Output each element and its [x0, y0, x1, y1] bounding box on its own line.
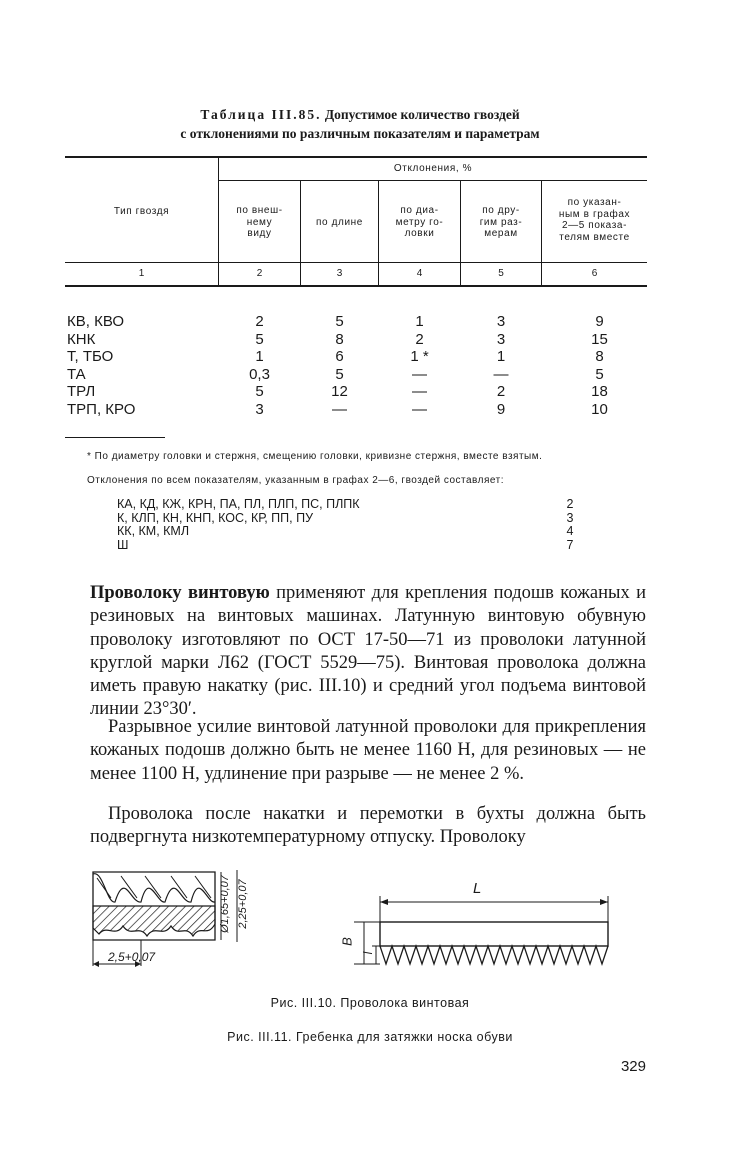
table-header-rule [65, 262, 647, 263]
cell-combined: 8 [595, 348, 604, 365]
paragraph-1-term: Проволоку винтовую [90, 583, 270, 603]
cell-appearance: 2 [255, 313, 264, 330]
group-value: 3 [566, 510, 574, 525]
cell-length: 5 [335, 365, 344, 383]
cell-head-diameter: 1 * [410, 348, 429, 365]
cell-appearance: 5 [255, 330, 264, 348]
cell-other-dimensions: 3 [496, 313, 506, 330]
table-caption [70, 106, 650, 124]
cell-length: 6 [335, 348, 344, 365]
cell-head-diameter: — [412, 383, 427, 400]
cell-appearance: 0,3 [249, 365, 270, 383]
footnote-rule [65, 437, 165, 438]
row-type: КНК [67, 330, 96, 348]
col-number-3: 3 [336, 268, 343, 279]
cell-head-diameter: — [412, 400, 427, 418]
cell-head-diameter: 2 [415, 330, 424, 348]
cell-head-diameter: 1 [415, 313, 424, 330]
paragraph-3: Проволока после накатки и перемотки в бухты должна быть подвергнута низкотемпературному отпуску. Проволоку [90, 804, 646, 848]
table-footnote: * По диаметру головки и стержня, смещению головки, кривизне стержня, вместе взятым. [87, 451, 543, 462]
group-types: КК, КМ, КМЛ [117, 524, 190, 538]
cell-appearance: 3 [255, 400, 264, 418]
table-numbers-rule [65, 285, 647, 287]
col-number-6: 6 [591, 268, 598, 279]
cell-appearance: 5 [255, 383, 264, 400]
dimension-l: l [361, 951, 375, 955]
row-type: ТРЛ [67, 383, 96, 400]
group-types: КА, КД, КЖ, КРН, ПА, ПЛ, ПЛП, ПС, ПЛПК [117, 497, 360, 511]
header-length: по длине [316, 217, 363, 228]
table-caption-lead: Таблица III.85. [200, 107, 322, 122]
cell-other-dimensions: 2 [496, 383, 506, 400]
cell-appearance: 1 [255, 348, 264, 365]
dimension-d2 [234, 872, 252, 942]
cell-other-dimensions: 9 [496, 400, 506, 418]
col-number-5: 5 [498, 268, 504, 279]
cell-combined: 18 [591, 383, 608, 400]
cell-length: 8 [335, 330, 344, 348]
comb-figure [350, 884, 618, 974]
row-type: Т, ТБО [67, 348, 114, 365]
dimension-d1-label: Ø1,65+0,07 [219, 875, 231, 933]
dimension-pitch: 2,5+0,07 [108, 950, 156, 964]
header-deviations: Отклонения, % [393, 163, 473, 174]
row-type: КВ, КВО [67, 313, 124, 330]
cell-length: — [332, 400, 347, 418]
figure-11-caption: Рис. III.11. Гребенка для затяжки носка обуви [227, 1030, 513, 1044]
paragraph-2: Разрывное усилие винтовой латунной проволоки для прикрепления кожаных подошв должно быть не менее 1160 Н, для резиновых — не менее 1100 Н, удлинение при разрыве — не менее 2 %. [90, 717, 646, 784]
dimension-B: B [339, 937, 355, 946]
cell-combined: 10 [591, 400, 608, 418]
cell-head-diameter: — [412, 365, 427, 383]
dimension-d1 [216, 872, 234, 942]
paragraph-1 [90, 582, 646, 722]
col-number-4: 4 [416, 268, 423, 279]
cell-other-dimensions: 3 [496, 330, 506, 348]
dimension-L: L [473, 880, 482, 897]
group-types: Ш [117, 537, 129, 552]
col-number-2: 2 [256, 268, 263, 279]
figure-10-caption: Рис. III.10. Проволока винтовая [270, 996, 470, 1010]
header-type: Тип гвоздя [113, 206, 170, 217]
row-type: ТА [67, 365, 86, 383]
cell-combined: 9 [595, 313, 604, 330]
header-combined: по указан- ным в графах 2—5 показа- телям вместе [558, 197, 631, 243]
cell-other-dimensions: — [493, 365, 509, 383]
table-caption-line2: с отклонениями по различным показателям и параметрам [180, 126, 540, 141]
header-other-dimensions: по дру- гим раз- мерам [479, 205, 523, 239]
row-type: ТРП, КРО [67, 400, 136, 418]
table-group-rule [218, 180, 647, 181]
header-appearance: по внеш- нему виду [236, 205, 283, 239]
cell-length: 12 [331, 383, 348, 400]
cell-combined: 15 [591, 330, 608, 348]
table-caption-title: Допустимое количество гвоздей [324, 107, 520, 122]
group-types: К, КЛП, КН, КНП, КОС, КР, ПП, ПУ [117, 510, 314, 525]
group-value: 2 [566, 497, 574, 511]
dimension-d2-label: 2,25+0,07 [237, 879, 249, 929]
paragraph-1-text: применяют для крепления подошв кожаных и резиновых на винтовых машинах. Латунную винтовую обувную проволоку изготовляют по ОСТ 17-50—71 из проволоки латунной круглой марки Л62 (ГОСТ 5529—75). Винтовая проволока должна иметь правую накатку (рис. III.10) и средний угол подъема винтовой линии 23°30′. [90, 583, 646, 720]
page-number: 329 [620, 1058, 646, 1075]
table-top-rule [65, 156, 647, 158]
group-value: 4 [566, 524, 574, 538]
cell-combined: 5 [595, 365, 604, 383]
group-value: 7 [566, 537, 574, 552]
col-number-1: 1 [138, 268, 145, 279]
cell-length: 5 [335, 313, 344, 330]
table-note: Отклонения по всем показателям, указанным в графах 2—6, гвоздей составляет: [87, 475, 504, 486]
header-head-diameter: по диа- метру го- ловки [395, 205, 444, 239]
cell-other-dimensions: 1 [496, 348, 506, 365]
